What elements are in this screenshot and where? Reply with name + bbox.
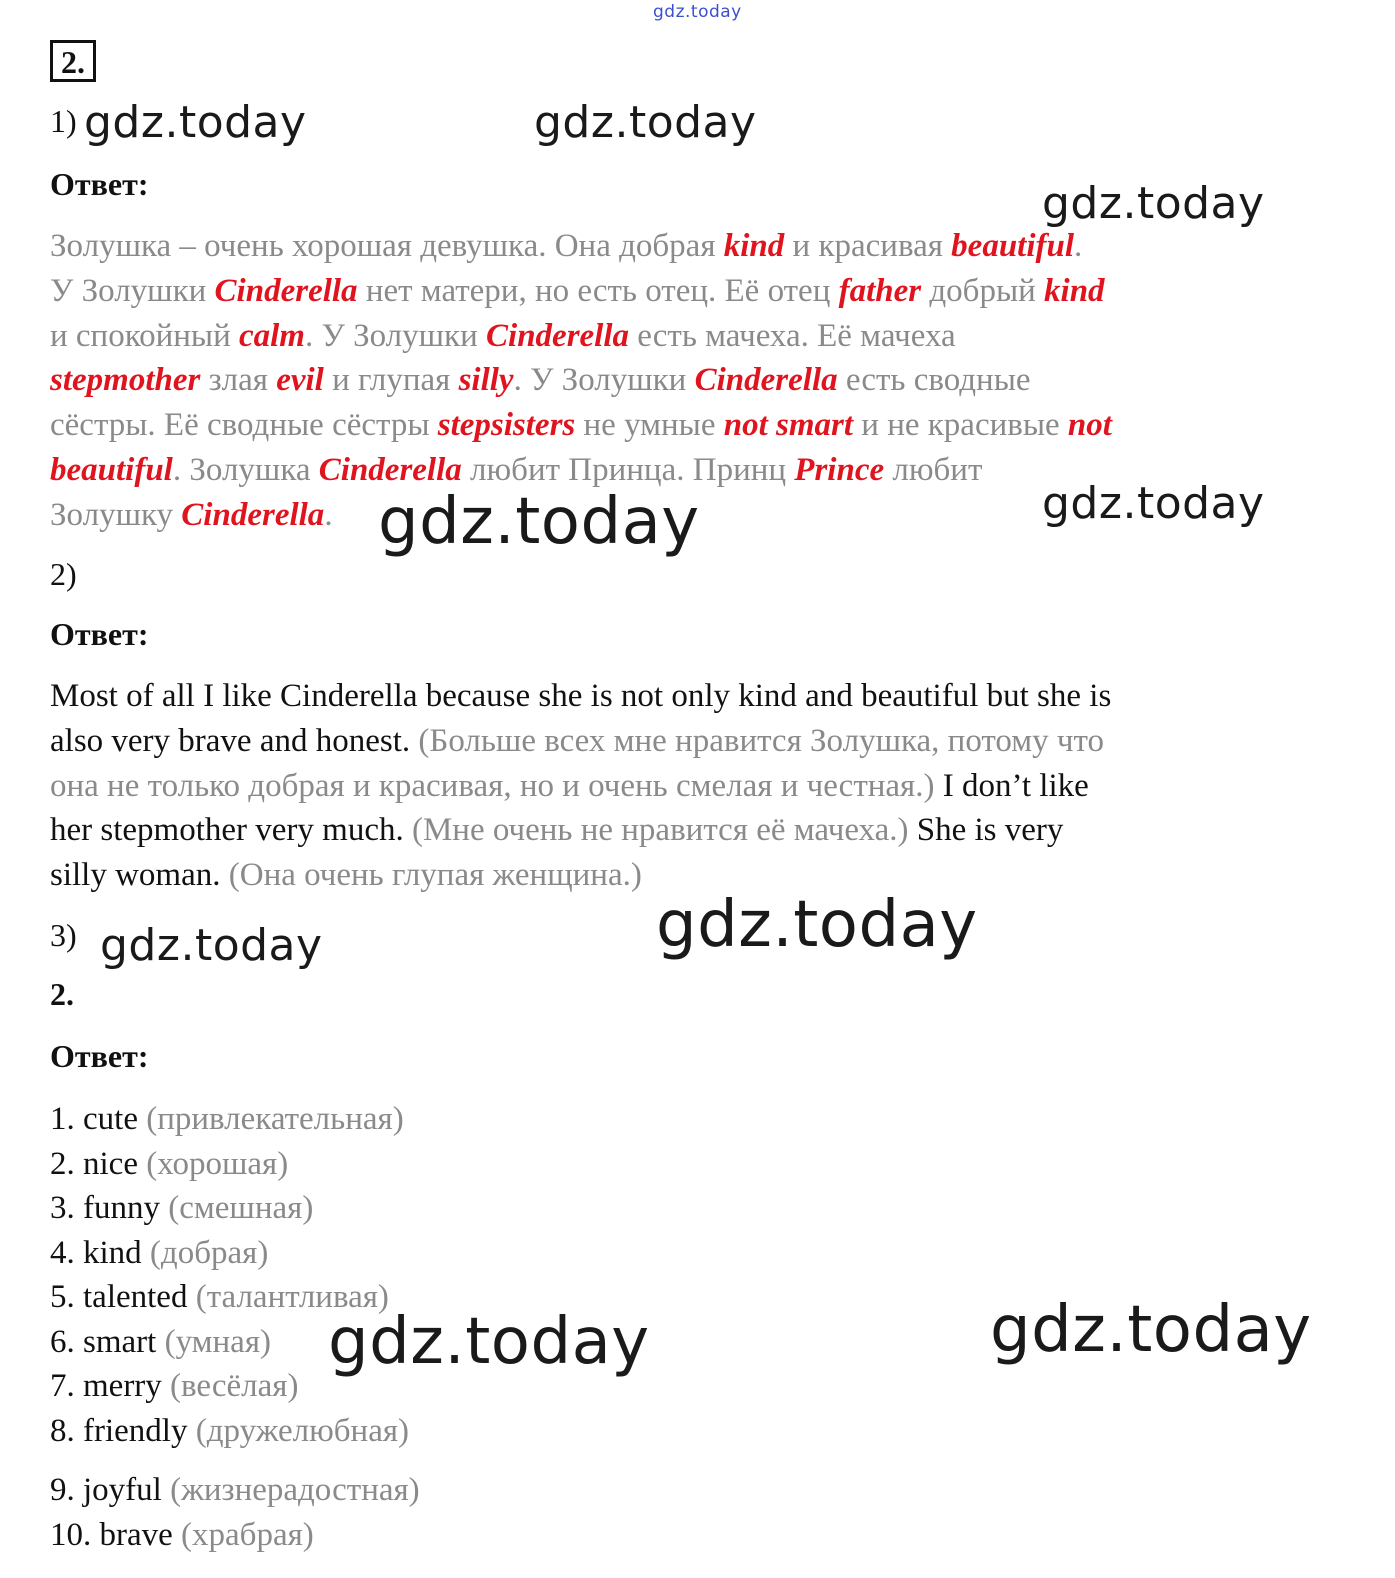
list-item <box>50 1409 409 1454</box>
section-3-number: 2. <box>50 976 74 1012</box>
list-item <box>50 1097 409 1142</box>
highlighted-word: Cinderella <box>486 317 630 354</box>
text-segment: also very brave and honest. <box>50 722 419 759</box>
answer-label-3: Ответ: <box>50 1038 149 1074</box>
section-2-label: 2) <box>50 556 77 592</box>
highlighted-word: Cinderella <box>318 451 462 488</box>
list-item-translation: (жизнерадостная) <box>170 1472 420 1508</box>
list-item-word: 9. joyful <box>50 1472 162 1508</box>
text-segment: . <box>324 496 333 533</box>
watermark: gdz.today <box>990 1293 1312 1367</box>
list-item-translation: (талантливая) <box>195 1279 389 1315</box>
list-item-word: 1. cute <box>50 1101 138 1137</box>
text-line <box>50 808 1111 853</box>
text-segment: она не только добрая и красивая, но и очень смелая и честная.) <box>50 767 943 804</box>
text-segment: и глупая <box>323 362 459 399</box>
text-line <box>50 403 1112 448</box>
highlighted-word: beautiful <box>50 451 173 488</box>
highlighted-word: Cinderella <box>214 272 358 309</box>
list-item-word: 5. talented <box>50 1279 188 1315</box>
text-segment: и не красивые <box>853 407 1068 444</box>
text-segment: her stepmother very much. <box>50 812 412 849</box>
section-2-paragraph <box>50 674 1111 898</box>
highlighted-word: beautiful <box>951 228 1075 264</box>
highlighted-word: evil <box>276 362 324 399</box>
list-item-translation: (дружелюбная) <box>195 1412 410 1449</box>
text-segment: (Мне очень не нравится её мачеха.) <box>411 812 917 849</box>
answer-label-1: Ответ: <box>50 166 149 202</box>
list-item <box>50 1231 409 1276</box>
highlighted-word: father <box>838 272 922 309</box>
list-item-translation: (хорошая) <box>146 1145 289 1182</box>
list-item-translation: (привлекательная) <box>146 1101 404 1137</box>
text-segment: сёстры. Её сводные сёстры <box>50 407 438 444</box>
watermark: gdz.today <box>1042 478 1265 529</box>
list-item-translation: (добрая) <box>149 1234 269 1271</box>
list-item-word: 2. nice <box>50 1145 138 1182</box>
text-line <box>50 719 1111 764</box>
watermark: gdz.today <box>84 97 307 148</box>
highlighted-word: kind <box>1044 272 1105 309</box>
text-segment: . У Золушки <box>304 317 487 354</box>
list-item-translation: (умная) <box>164 1323 271 1360</box>
list-item-word: 8. friendly <box>50 1412 188 1449</box>
highlighted-word: Cinderella <box>694 362 838 399</box>
text-segment: Most of all I like Cinderella because she is not only kind and beautiful but she is <box>50 678 1112 714</box>
list-item-word: 4. kind <box>50 1234 142 1271</box>
text-segment: есть мачеха. Её мачеха <box>629 317 956 354</box>
highlighted-word: not smart <box>723 407 854 444</box>
highlighted-word: silly <box>458 362 514 399</box>
text-line <box>50 358 1112 403</box>
list-item-translation: (смешная) <box>168 1190 314 1226</box>
highlighted-word: Prince <box>794 451 885 488</box>
text-segment: I don’t like <box>942 767 1089 804</box>
text-segment: и красивая <box>784 228 952 264</box>
text-segment: . Золушка <box>172 451 319 488</box>
text-segment: злая <box>200 362 277 399</box>
adjective-list-continued <box>50 1468 420 1557</box>
text-segment: . <box>1074 228 1083 264</box>
adjective-list <box>50 1097 409 1453</box>
highlighted-word: kind <box>723 228 785 264</box>
watermark: gdz.today <box>534 97 757 148</box>
watermark: gdz.today <box>328 1305 650 1379</box>
list-item-word: 10. brave <box>50 1516 173 1553</box>
text-segment: есть сводные <box>837 362 1031 399</box>
text-segment: Золушка – очень хорошая девушка. Она добрая <box>50 228 724 264</box>
section-3-label: 3) <box>50 917 77 953</box>
text-segment: не умные <box>575 407 724 444</box>
list-item-word: 7. merry <box>50 1368 162 1404</box>
text-line <box>50 674 1111 719</box>
text-segment: silly woman. <box>50 857 229 894</box>
list-item <box>50 1468 420 1513</box>
text-segment: и спокойный <box>50 317 239 354</box>
task-number-box: 2. <box>50 40 96 82</box>
text-segment: . У Золушки <box>513 362 695 399</box>
text-segment: любит Принца. Принц <box>461 451 795 488</box>
highlighted-word: stepsisters <box>437 407 576 444</box>
highlighted-word: stepmother <box>50 362 201 399</box>
text-segment: добрый <box>921 272 1045 309</box>
answer-label-2: Ответ: <box>50 616 149 652</box>
highlighted-word: Cinderella <box>181 496 325 533</box>
highlighted-word: not <box>1067 407 1112 444</box>
watermark: gdz.today <box>378 485 700 559</box>
text-segment: Золушку <box>50 496 182 533</box>
text-line <box>50 269 1112 314</box>
text-segment: любит <box>884 451 983 488</box>
text-segment: У Золушки <box>50 272 215 309</box>
list-item <box>50 1513 420 1558</box>
list-item-translation: (весёлая) <box>170 1368 299 1404</box>
watermark: gdz.today <box>656 888 978 962</box>
text-line <box>50 764 1111 809</box>
list-item-word: 6. smart <box>50 1323 157 1360</box>
text-line <box>50 314 1112 359</box>
list-item <box>50 1142 409 1187</box>
text-segment: (Она очень глупая женщина.) <box>228 857 642 894</box>
section-1-label: 1) <box>50 103 77 139</box>
watermark-top: gdz.today <box>653 2 742 22</box>
text-segment: She is very <box>916 812 1064 849</box>
list-item-word: 3. funny <box>50 1190 160 1226</box>
text-segment: (Больше всех мне нравится Золушка, потому что <box>418 722 1104 759</box>
watermark: gdz.today <box>100 920 323 971</box>
text-segment: нет матери, но есть отец. Её отец <box>357 272 839 309</box>
list-item <box>50 1186 409 1231</box>
highlighted-word: calm <box>238 317 305 354</box>
text-line <box>50 224 1112 269</box>
watermark: gdz.today <box>1042 178 1265 229</box>
list-item-translation: (храбрая) <box>181 1516 314 1553</box>
